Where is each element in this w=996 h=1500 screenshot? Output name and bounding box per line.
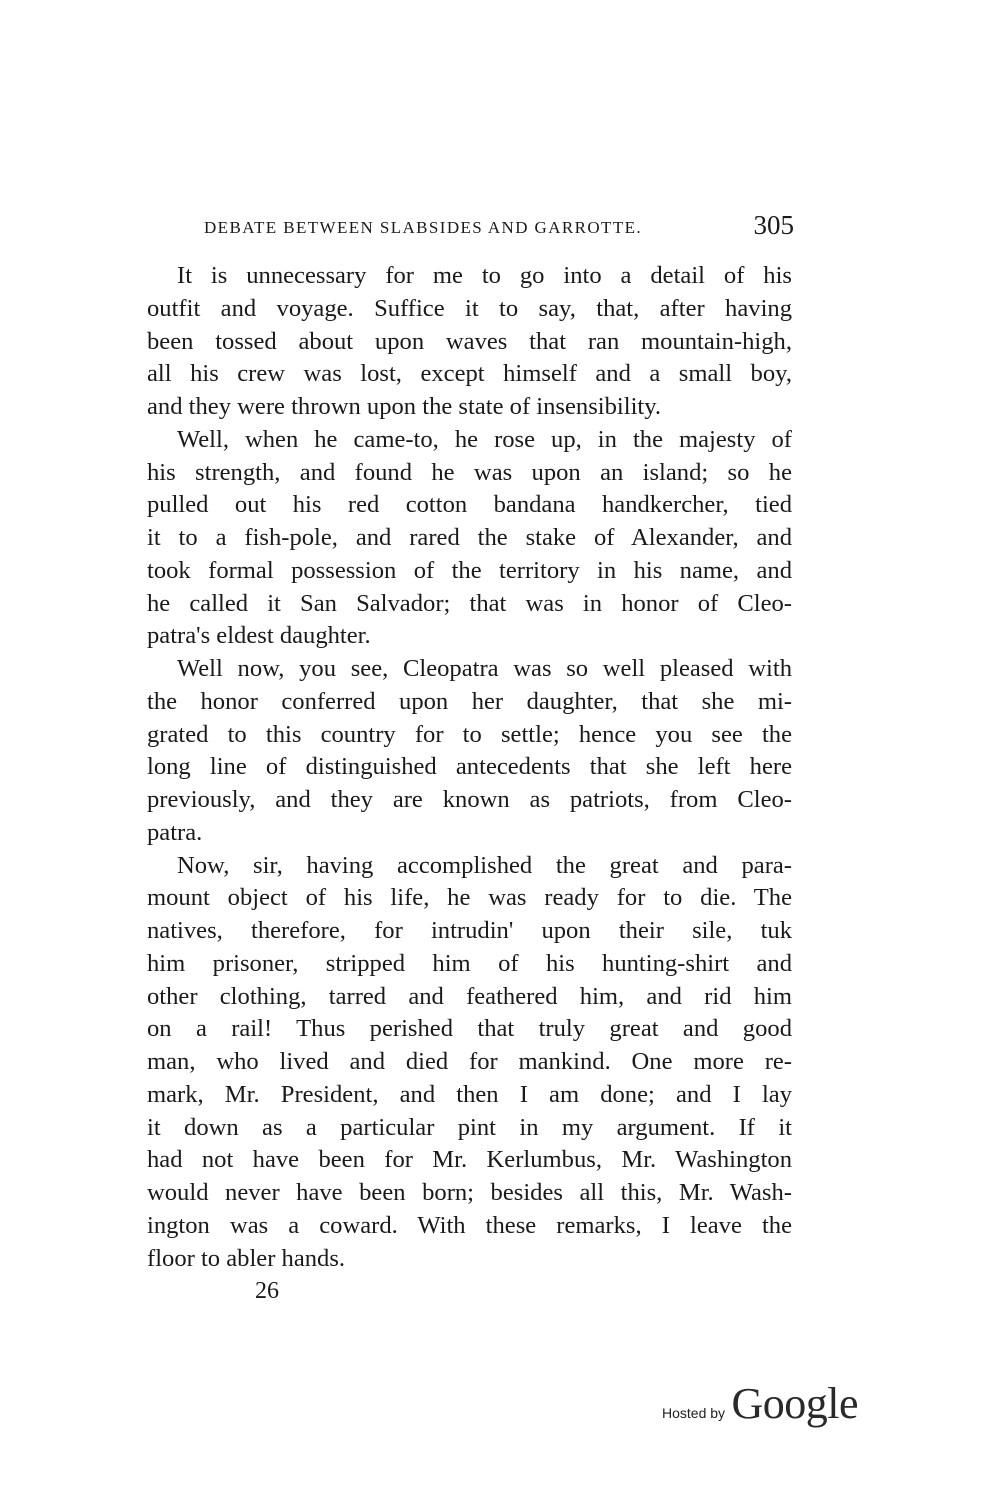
google-logo: Google	[731, 1379, 859, 1428]
text-line: previously, and they are known as patriots, from Cleo-	[147, 786, 792, 813]
text-line: natives, therefore, for intrudin' upon their sile, tuk	[147, 917, 792, 944]
hosted-by-label: Hosted by	[662, 1405, 726, 1421]
text-line: Well now, you see, Cleopatra was so well pleased with	[177, 655, 792, 682]
hosted-by-google-watermark	[662, 1378, 858, 1429]
paragraph	[147, 850, 792, 1276]
paragraph	[147, 260, 792, 424]
running-head	[204, 210, 794, 244]
text-line: and they were thrown upon the state of insensibility.	[147, 393, 662, 420]
text-line: Now, sir, having accomplished the great and para-	[177, 851, 792, 879]
text-line: outfit and voyage. Suffice it to say, that, after having	[147, 294, 792, 322]
text-line: other clothing, tarred and feathered him, and rid him	[147, 982, 792, 1010]
text-line: Well, when he came-to, he rose up, in the majesty of	[177, 425, 792, 453]
text-line: would never have been born; besides all this, Mr. Wash-	[147, 1179, 792, 1206]
text-line: patra.	[147, 818, 203, 846]
text-line: on a rail! Thus perished that truly great and good	[147, 1015, 792, 1043]
text-line: been tossed about upon waves that ran mountain-high,	[147, 327, 792, 355]
signature-mark: 26	[255, 1278, 279, 1304]
text-line: pulled out his red cotton bandana handkercher, tied	[147, 491, 792, 519]
text-line: long line of distinguished antecedents that she left here	[147, 753, 792, 781]
text-line: it to a fish-pole, and rared the stake of Alexander, and	[147, 524, 792, 551]
text-line: grated to this country for to settle; hence you see the	[147, 720, 792, 748]
text-line: had not have been for Mr. Kerlumbus, Mr. Washington	[147, 1146, 792, 1174]
text-line: his strength, and found he was upon an island; so he	[147, 458, 792, 486]
text-line: all his crew was lost, except himself and a small boy,	[147, 360, 792, 388]
text-line: It is unnecessary for me to go into a detail of his	[177, 262, 792, 289]
running-title: DEBATE BETWEEN SLABSIDES AND GARROTTE.	[204, 218, 643, 237]
page-number: 305	[753, 210, 794, 240]
text-line: mark, Mr. President, and then I am done; and I lay	[147, 1080, 792, 1108]
text-line: took formal possession of the territory in his name, and	[147, 556, 792, 584]
text-line: it down as a particular pint in my argument. If it	[147, 1113, 792, 1141]
text-line: he called it San Salvador; that was in honor of Cleo-	[147, 589, 792, 617]
body-text	[147, 260, 792, 1275]
text-line: him prisoner, stripped him of his hunting-shirt and	[147, 949, 792, 977]
text-line: man, who lived and died for mankind. One more re-	[147, 1048, 792, 1075]
text-line: patra's eldest daughter.	[147, 622, 371, 650]
text-line: mount object of his life, he was ready for to die. The	[147, 884, 792, 912]
text-line: ington was a coward. With these remarks, I leave the	[147, 1211, 792, 1239]
text-line: floor to abler hands.	[147, 1244, 346, 1272]
paragraph	[147, 424, 792, 653]
text-line: the honor conferred upon her daughter, that she mi-	[147, 687, 792, 715]
paragraph	[147, 653, 792, 850]
